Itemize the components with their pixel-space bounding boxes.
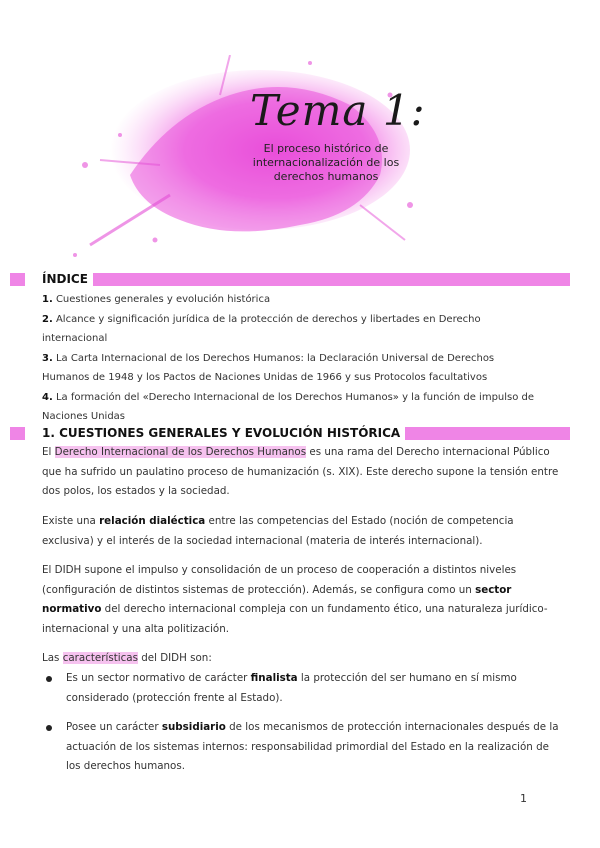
index-item: 3. La Carta Internacional de los Derechos Humanos: la Declaración Universal de Derechos Humanos de 1948 y los Pactos de Naciones Unidas de 1966 y sus Protocolos facultativos — [42, 352, 495, 383]
bullet-icon — [46, 676, 52, 682]
bullet-icon — [46, 725, 52, 731]
list-item: Es un sector normativo de carácter finalista la protección del ser humano en sí mismo considerado (protección frente al Estado). — [42, 669, 562, 708]
list-item: Posee un carácter subsidiario de los mecanismos de protección internacionales después de la actuación de los sistemas internos: responsabilidad primordial del Estado en la realización de los derechos humanos. — [42, 718, 562, 777]
document-subtitle: El proceso histórico de internacionalización de los derechos humanos — [252, 142, 400, 183]
document-title: Tema 1: — [250, 86, 426, 135]
page-number: 1 — [520, 792, 527, 805]
bold-term: subsidiario — [161, 721, 226, 733]
highlighted-term: Derecho Internacional de los Derechos Humanos — [54, 446, 307, 458]
section1-heading-text: 1. CUESTIONES GENERALES Y EVOLUCIÓN HISTÓRICA — [42, 426, 401, 440]
highlighted-term: características — [62, 652, 138, 664]
heading-square-marker — [10, 273, 25, 286]
index-item: 1. Cuestiones generales y evolución histórica — [42, 294, 271, 305]
index-item: 2. Alcance y significación jurídica de la protección de derechos y libertades en Derecho internacional — [42, 313, 481, 344]
heading-square-marker — [10, 427, 25, 440]
index-item: 4. La formación del «Derecho Internacional de los Derechos Humanos» y la función de impulso de Naciones Unidas — [42, 391, 535, 422]
heading-bar — [405, 427, 570, 440]
index-heading-text: ÍNDICE — [42, 272, 88, 286]
paragraph: Las características del DIDH son: — [42, 652, 212, 664]
index-list — [42, 290, 542, 427]
paragraph: Existe una relación dialéctica entre las competencias del Estado (noción de competencia exclusiva) y el interés de la sociedad internacional (materia de interés internacional). — [42, 515, 514, 547]
paragraph: El DIDH supone el impulso y consolidación de un proceso de cooperación a distintos niveles (configuración de distintos sistemas de protección). Además, se configura como un sector normativo del derecho internacional compleja con un fundamento ético, una naturaleza jurídico-internacional y una alta politización. — [42, 564, 548, 635]
section1-heading — [10, 425, 570, 441]
bold-term: sector normativo — [42, 583, 512, 615]
heading-bar — [93, 273, 570, 286]
index-heading — [10, 271, 570, 287]
bold-term: relación dialéctica — [99, 515, 206, 527]
paragraph: El Derecho Internacional de los Derechos Humanos es una rama del Derecho internacional Público que ha sufrido un paulatino proceso de humanización (s. XIX). Este derecho supone la tensión entre dos polos, los estados y la sociedad. — [42, 446, 559, 497]
bold-term: finalista — [250, 672, 298, 684]
